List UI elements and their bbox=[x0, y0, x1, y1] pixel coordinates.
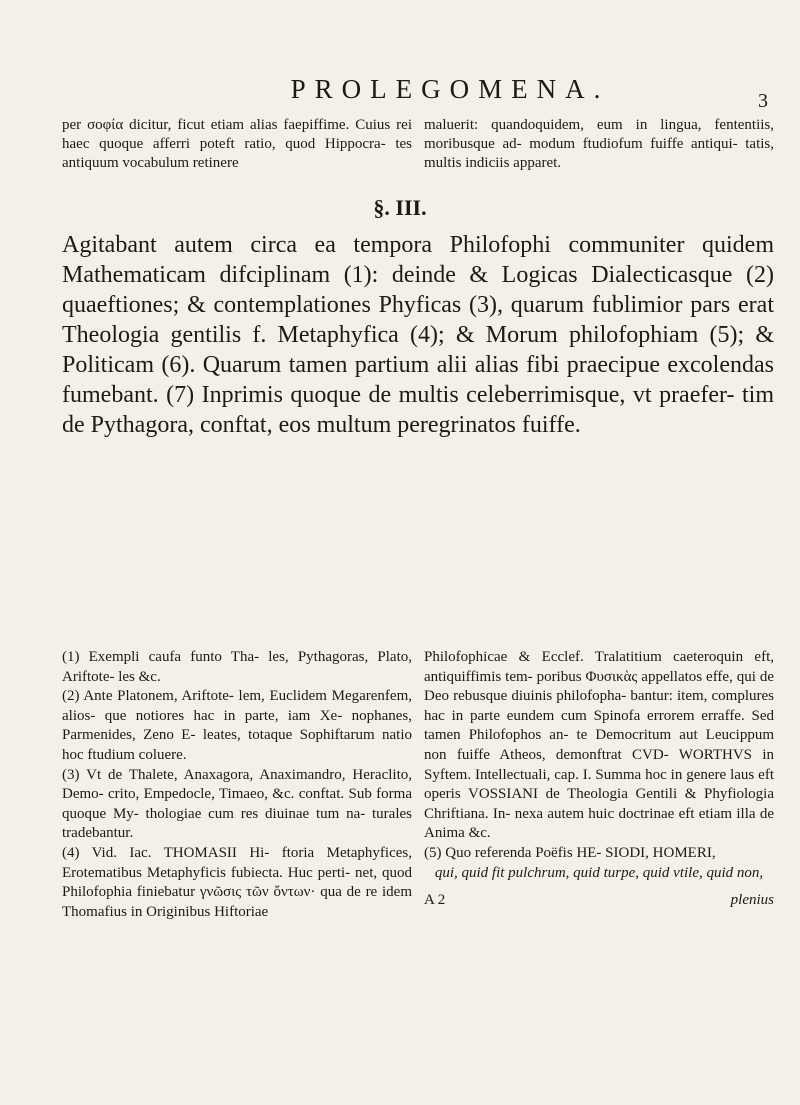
main-paragraph: Agitabant autem circa ea tempora Philofophi communiter quidem Mathematicam difciplinam (1): deinde & Logicas Dialecticasque (2) quaeftiones; & contemplationes Phyficas (3), quarum fublimior pars erat Theologia gentilis f. Metaphyfica (4); & Morum philofophiam (5); & Politicam (6). Quarum tamen partium alii alias fibi praecipue excolendas fumebant. (7) Inprimis quoque de multis celeberrimisque, vt praefer- tim de Pythagora, conftat, eos multum peregrinatos fuiffe. bbox=[62, 232, 774, 438]
footnotes-left-column bbox=[62, 648, 412, 922]
section-heading: §. III. bbox=[373, 195, 427, 220]
footnote-2: (2) Ante Platonem, Ariftote- lem, Euclidem Megarenfem, alios- que notiores hac in parte, iam Xe- nophanes, Parmenides, Zeno E- leates, totaque Sophiftarum natio hoc ftudium coluere. bbox=[62, 688, 412, 763]
footnote-3: (3) Vt de Thalete, Anaxagora, Anaximandro, Heraclito, Demo- crito, Empedocle, Timaeo, &c. conftat. Sub forma quoque My- thologiae cum res diuinae tum na- turales tradebantur. bbox=[62, 766, 412, 842]
footnote-5-verse: qui, quid fit pulchrum, quid turpe, quid vtile, quid non, bbox=[434, 864, 764, 881]
catchword: plenius bbox=[730, 892, 774, 909]
page-footer-marks bbox=[424, 891, 774, 911]
top-paragraph bbox=[62, 116, 774, 173]
footnote-4: (4) Vid. Iac. THOMASII Hi- ftoria Metaphyfices, Erotematibus Metaphyficis fubiecta. Huc perti- net, quod Philofophia finiebatur γνῶσις τῶν ὄντων· qua de re idem Thomafius in Originibus Hiftoriae bbox=[62, 844, 412, 920]
footnotes bbox=[62, 648, 774, 922]
footnote-1: (1) Exempli caufa funto Tha- les, Pythagoras, Plato, Ariftote- les &c. bbox=[62, 649, 412, 685]
footnote-5: (5) Quo referenda Poëfis HE- SIODI, HOMERI, bbox=[424, 844, 716, 861]
signature-mark: A 2 bbox=[424, 892, 446, 909]
footnote-4-continued: Philofophicae & Ecclef. Tralatitium caeteroquin eft, antiquiffimis tem- poribus Φυσικὰς appellatos effe, qui de Deo rebusque diuinis philofopha- bantur: item, complures hac in parte eundem cum Spinofa errorem erraffe. Sed tamen Philofophos an- te Democritum aut Leucippum non fuiffe Atheos, demonftrat CVD- WORTHVS in Syftem. Intellectuali, cap. I. Summa hoc in genere laus eft operis VOSSIANI de Theologia Gentili & Phyfiologia Chriftiana. In- nexa autem huic doctrinae eft etiam illa de Anima &c. bbox=[424, 649, 774, 842]
running-head: PROLEGOMENA. bbox=[290, 74, 610, 104]
footnotes-right-column bbox=[424, 648, 774, 922]
page-number: 3 bbox=[758, 90, 768, 112]
top-paragraph-left: per σοφία dicitur, ficut etiam alias faepiffime. Cuius rei haec quoque afferri poteft ratio, quod Hippocra- tes antiquum vocabulum retinere bbox=[62, 117, 412, 171]
top-paragraph-right: maluerit: quandoquidem, eum in lingua, fententiis, moribusque ad- modum ftudiofum fuiffe antiqui- tatis, multis indiciis apparet. bbox=[424, 117, 774, 171]
